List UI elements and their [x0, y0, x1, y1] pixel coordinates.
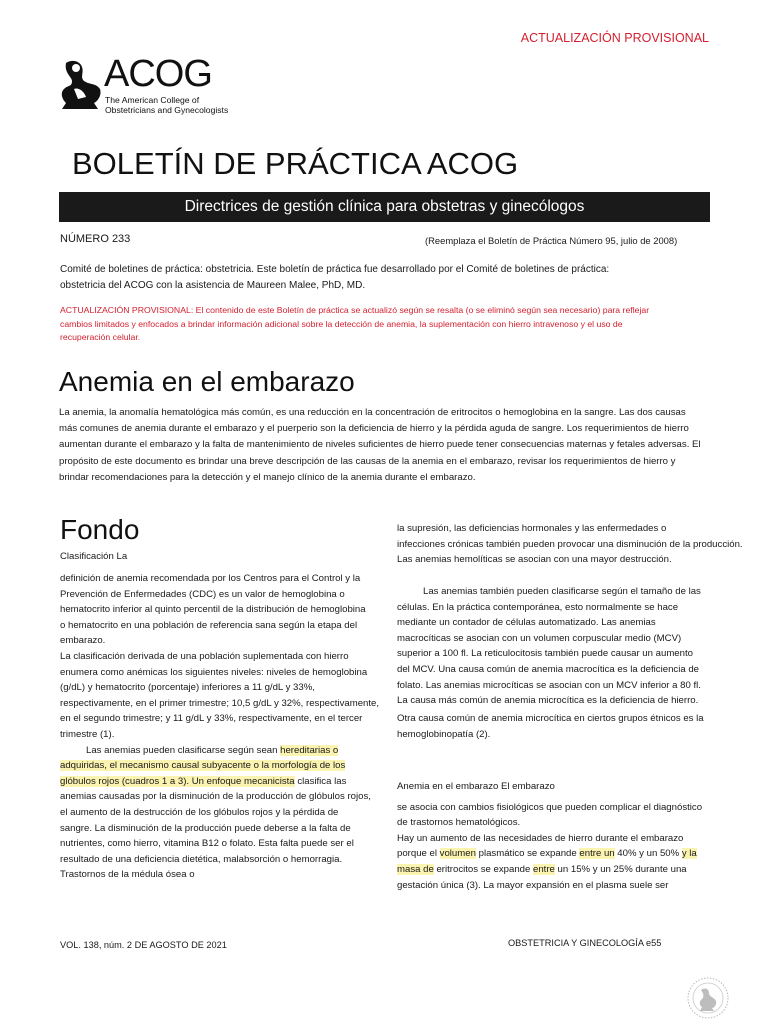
- highlight-run: masa de: [397, 863, 434, 875]
- highlight-run: glóbulos rojos (cuadros 1 a 3). Un enfoque mecanicista: [60, 775, 295, 787]
- left-line: hematocrito inferior al quinto percentil de la distribución de hemoglobina: [60, 604, 366, 616]
- right-line: [397, 846, 717, 862]
- right-column: [397, 521, 743, 568]
- highlight-run: entre: [533, 863, 555, 875]
- right-line: macrocíticas se asocian con un volumen corpuscular medio (MCV): [397, 632, 682, 644]
- left-line: Trastornos de la médula ósea o: [60, 869, 195, 881]
- right-line: Hay un aumento de las necesidades de hierro durante el embarazo: [397, 832, 684, 844]
- intro-line: aumentan durante el embarazo y la falta de mantenimiento de niveles suficientes de hierro puede tener consecuencias maternas y fetales adversas. El: [59, 439, 701, 451]
- footer-volume: VOL. 138, núm. 2 DE AGOSTO DE 2021: [60, 940, 227, 950]
- text-run: 40% y un 50%: [614, 848, 682, 860]
- right-line: del MCV. Una causa común de anemia macrocítica es la deficiencia de: [397, 663, 700, 675]
- left-line: [60, 758, 378, 774]
- left-line: sangre. La disminución de la producción puede deberse a la falta de: [60, 822, 351, 834]
- footer-journal: OBSTETRICIA Y GINECOLOGÍA e55: [508, 938, 662, 948]
- right-line: superior a 100 fl. La reticulocitosis también puede causar un aumento: [397, 648, 693, 660]
- logo-acronym: ACOG: [104, 53, 212, 95]
- subsection-heading: Anemia en el embarazo El embarazo: [397, 781, 555, 792]
- highlight-run: hereditarias o: [280, 744, 339, 756]
- left-line: [60, 774, 378, 790]
- right-line: folato. Las anemias microcíticas se asocian con un MCV inferior a 80 fl.: [397, 679, 701, 691]
- intro-line: propósito de este documento es brindar una breve descripción de las causas de la anemia en el embarazo, revisar los requerimientos de hierro y: [59, 455, 676, 467]
- left-line: anemias causadas por la disminución de la producción de glóbulos rojos,: [60, 791, 371, 803]
- right-line: se asocia con cambios fisiológicos que pueden complicar el diagnóstico: [397, 801, 703, 813]
- right-line: mediante un contador de células automatizado. Las anemias: [397, 617, 656, 629]
- right-line: de trastornos hematológicos.: [397, 817, 521, 829]
- right-line: la supresión, las deficiencias hormonales y las enfermedades o: [397, 523, 667, 534]
- right-line: células. En la práctica contemporánea, esto normalmente se hace: [397, 601, 679, 613]
- intro-line: brindar recomendaciones para la detección y el manejo clínico de la anemia durante el embarazo.: [59, 471, 476, 483]
- committee-line: obstetricia del ACOG con la asistencia de Maureen Malee, PhD, MD.: [60, 279, 366, 291]
- left-line: (g/dL) y hematocrito (porcentaje) inferiores a 11 g/dL y 33%,: [60, 682, 315, 694]
- left-column: [60, 571, 378, 883]
- committee-note: [60, 262, 720, 293]
- left-line: La clasificación derivada de una población suplementada con hierro: [60, 650, 349, 662]
- highlight-run: entre un: [579, 848, 615, 860]
- section-title: Fondo: [60, 514, 140, 545]
- provisional-update-label: ACTUALIZACIÓN PROVISIONAL: [520, 31, 709, 45]
- highlight-run: volumen: [439, 848, 476, 860]
- banner-text: Directrices de gestión clínica para obstetras y ginecólogos: [184, 198, 585, 215]
- intro-line: La anemia, la anomalía hematológica más común, es una reducción en la concentración de eritrocitos o hemoglobina en la sangre. Las dos causas: [59, 407, 686, 418]
- left-line: resultado de una deficiencia dietética, malabsorción o hemorragia.: [60, 853, 343, 865]
- right-column-p4: [397, 779, 717, 893]
- text-run: Las anemias pueden clasificarse según sean: [86, 744, 281, 756]
- highlight-run: adquiridas, el mecanismo causal subyacente o la morfología de los: [60, 760, 346, 772]
- intro-line: más comunes de anemia durante el embarazo y el puerperio son la deficiencia de hierro y la pérdida aguda de sangre. Los requerimientos de hierro: [59, 423, 689, 435]
- left-line: [60, 743, 378, 759]
- update-note-line: cambios limitados y enfocados a brindar información adicional sobre la detección de anemia, la suplementación con hierro intravenoso y el uso de: [60, 318, 623, 329]
- acog-logo: [58, 53, 238, 119]
- text-run: un 15% y un 25% durante una: [554, 863, 687, 875]
- right-column-p3: [397, 711, 717, 742]
- right-line: infecciones crónicas también pueden provocar una disminución de la producción.: [397, 538, 743, 550]
- update-note: [60, 304, 725, 345]
- right-line: hemoglobinopatía (2).: [397, 728, 491, 740]
- intro-paragraph: [59, 405, 724, 486]
- left-line: en el segundo trimestre; y 11 g/dL y 33%, respectivamente, en el tercer: [60, 713, 363, 725]
- right-line: La causa más común de anemia microcítica es la deficiencia de hierro.: [397, 695, 699, 707]
- left-line: nutrientes, como hierro, vitamina B12 o folato. Esta falta puede ser el: [60, 838, 354, 850]
- text-run: clasifica las: [294, 775, 347, 787]
- acog-figure-icon: [58, 59, 104, 111]
- right-line: Otra causa común de anemia microcítica en ciertos grupos étnicos es la: [397, 713, 704, 724]
- highlight-run: y la: [681, 848, 697, 860]
- bulletin-number: NÚMERO 233: [60, 233, 131, 245]
- logo-line-2: Obstetricians and Gynecologists: [105, 105, 229, 115]
- right-line: Las anemias también pueden clasificarse según el tamaño de las: [423, 586, 701, 597]
- banner: [59, 192, 710, 222]
- left-line: el aumento de la destrucción de los glóbulos rojos y la pérdida de: [60, 806, 339, 818]
- replaces-note: (Reemplaza el Boletín de Práctica Número 95, julio de 2008): [425, 235, 678, 246]
- text-run: porque el: [397, 848, 440, 860]
- bulletin-title: BOLETÍN DE PRÁCTICA ACOG: [72, 146, 519, 181]
- right-line: gestación única (3). La mayor expansión en el plasma suele ser: [397, 879, 669, 891]
- left-line: enumera como anémicas los siguientes niveles: niveles de hemoglobina: [60, 666, 368, 678]
- right-line: Las anemias hemolíticas se asocian con una mayor destrucción.: [397, 554, 672, 566]
- committee-line: Comité de boletines de práctica: obstetricia. Este boletín de práctica fue desarrollado por el Comité de boletines de práctica:: [60, 264, 610, 275]
- subsection-label: Clasificación La: [60, 551, 128, 562]
- text-run: plasmático se expande: [475, 848, 580, 860]
- right-line: [397, 862, 717, 878]
- left-line: o hematocrito en una población de referencia sana según la etapa del: [60, 619, 358, 631]
- left-line: embarazo.: [60, 635, 106, 647]
- logo-line-1: The American College of: [105, 95, 200, 105]
- right-column-p2: [397, 584, 717, 709]
- left-line: Prevención de Enfermedades (CDC) es un valor de hemoglobina o: [60, 588, 345, 600]
- left-line: definición de anemia recomendada por los Centros para el Control y la: [60, 573, 361, 584]
- left-line: respectivamente, en el primer trimestre; 10,5 g/dL y 32%, respectivamente,: [60, 697, 380, 709]
- acog-seal-icon: [686, 976, 730, 1020]
- update-note-line: recuperación celular.: [60, 332, 141, 342]
- update-note-line: ACTUALIZACIÓN PROVISIONAL: El contenido de este Boletín de práctica se actualizó según se resalta (o se eliminó según sea necesario) para reflejar: [60, 305, 650, 315]
- main-title: Anemia en el embarazo: [59, 366, 355, 397]
- left-line: trimestre (1).: [60, 728, 115, 740]
- text-run: eritrocitos se expande: [433, 863, 533, 875]
